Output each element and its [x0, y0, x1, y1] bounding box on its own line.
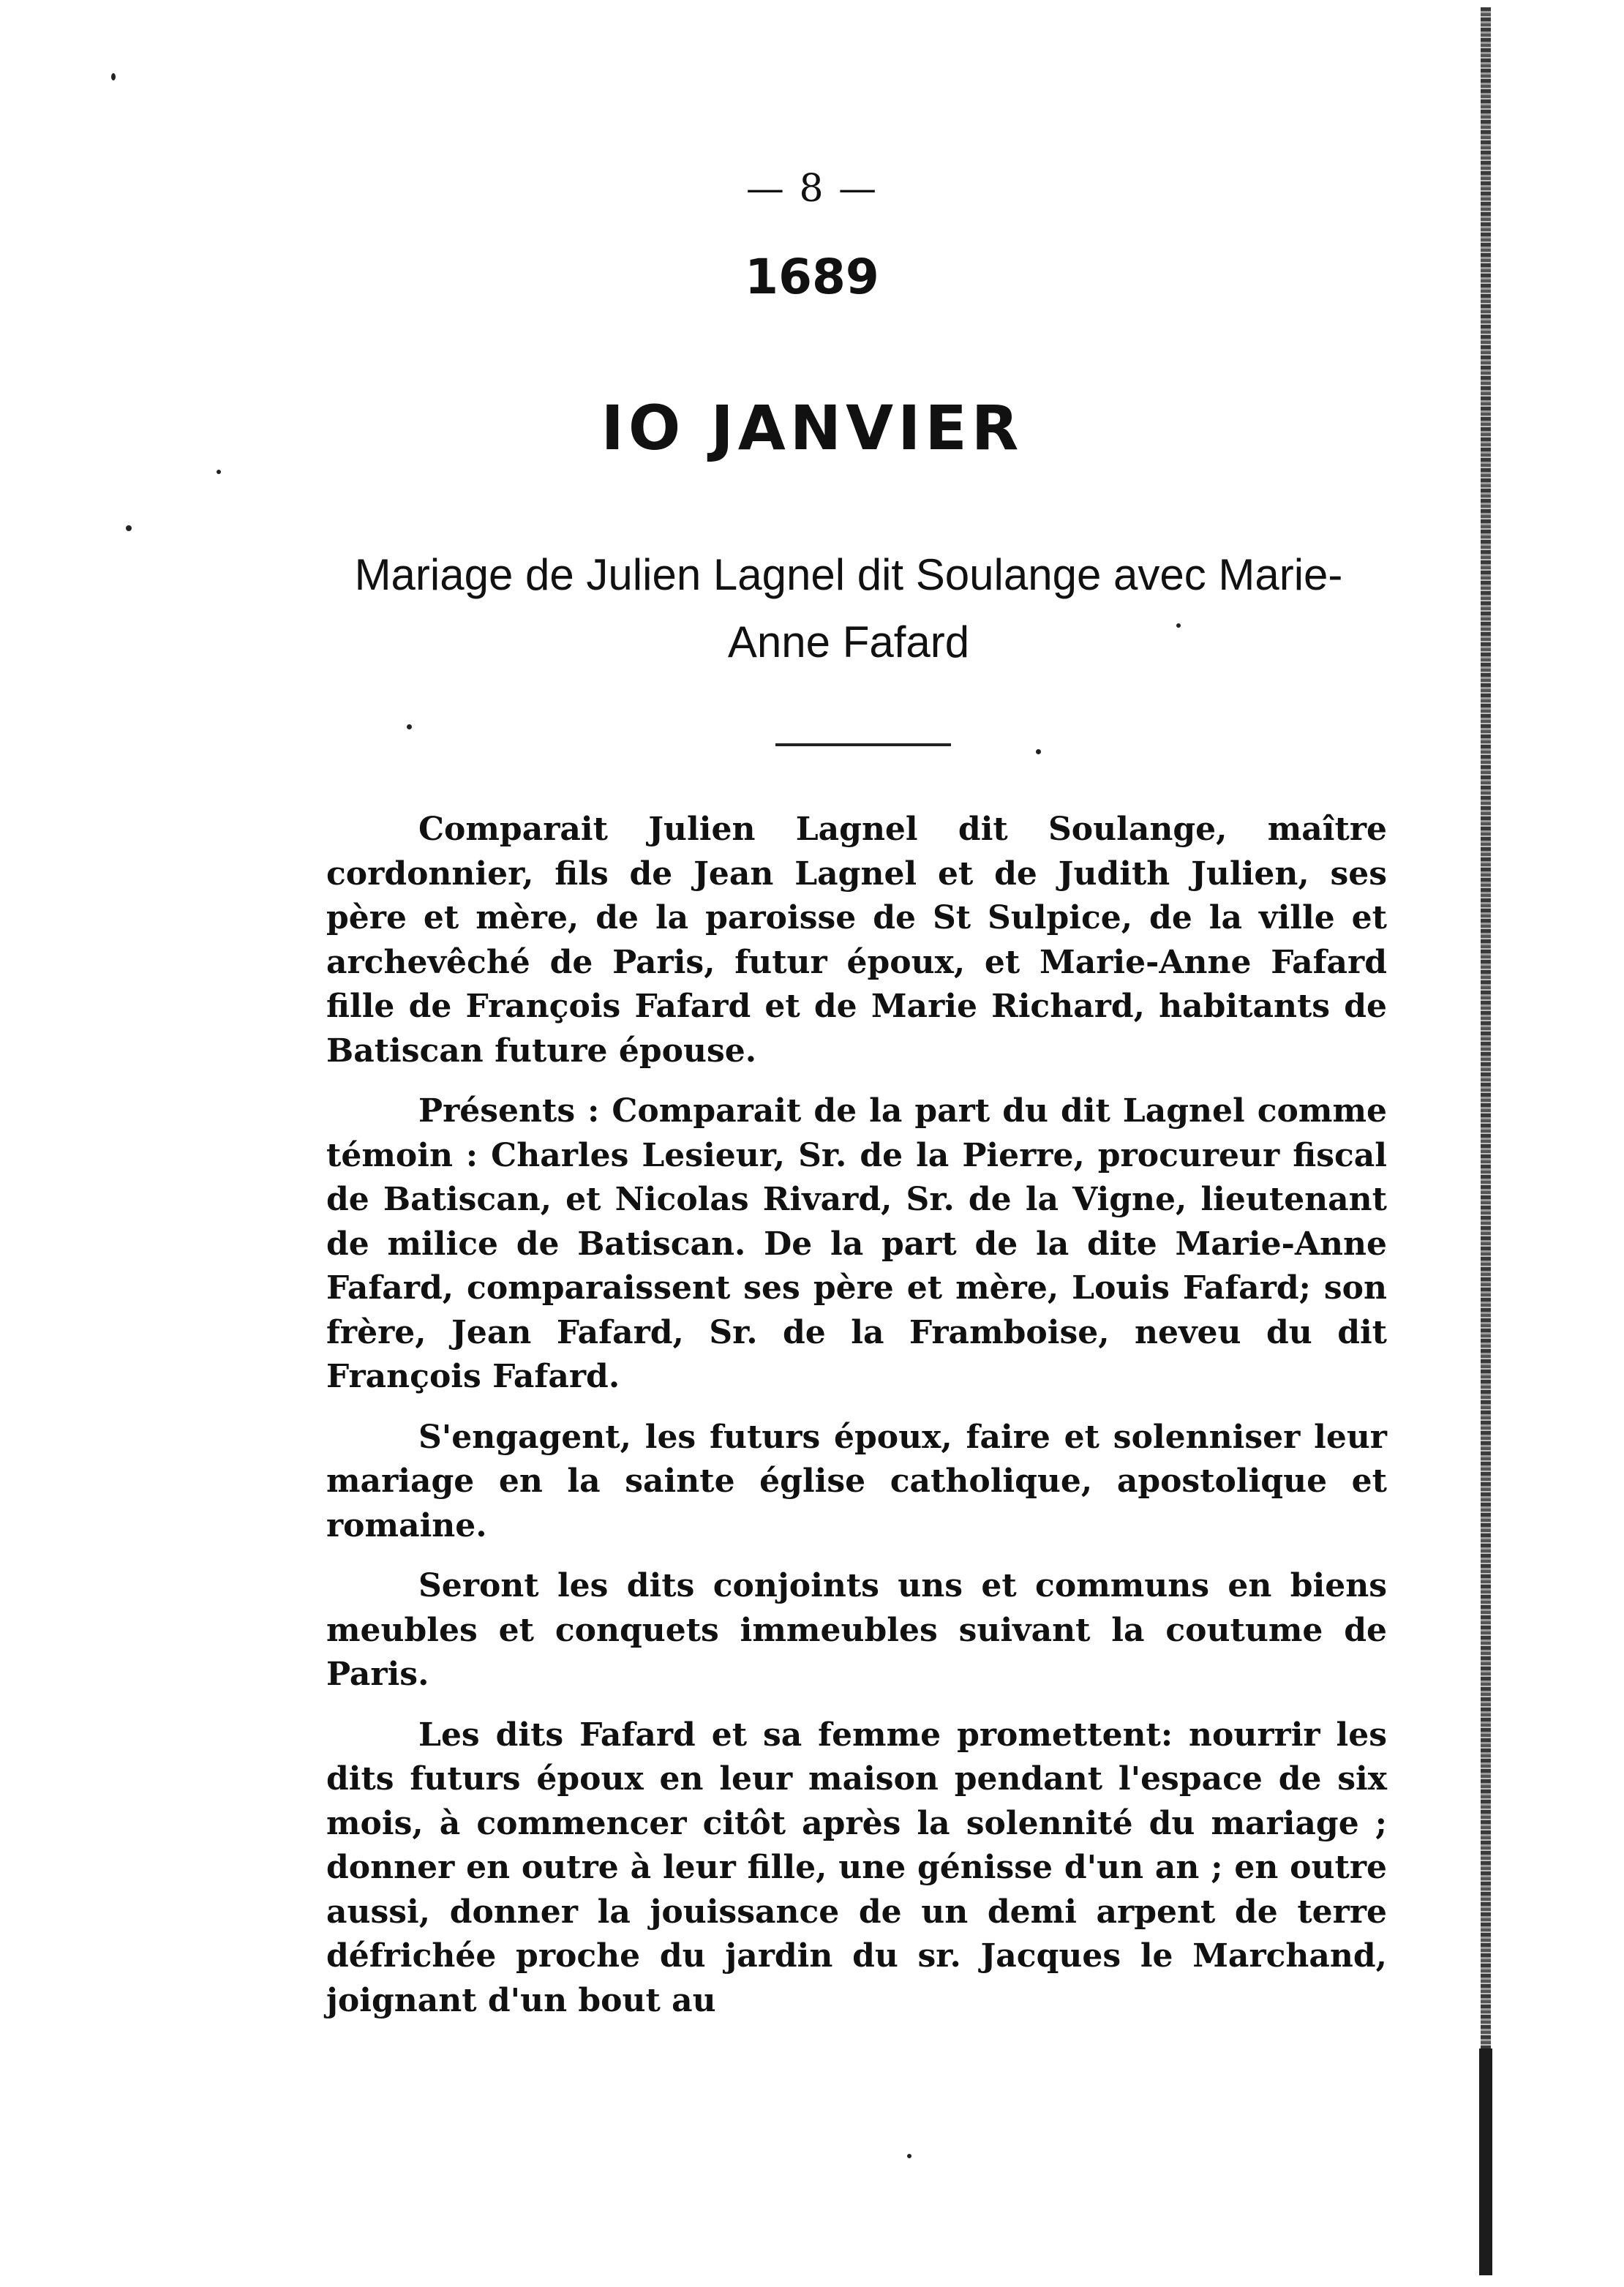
binding-edge-shadow	[1479, 2048, 1492, 2275]
body-text	[326, 808, 1387, 2039]
entry-title-line-2: Anne Fafard	[727, 617, 970, 666]
entry-title	[322, 541, 1375, 676]
date-heading: IO JANVIER	[601, 392, 1023, 464]
scan-speck	[217, 470, 221, 474]
year-heading: 1689	[745, 249, 879, 305]
scan-speck	[111, 73, 116, 80]
scan-speck	[907, 2154, 911, 2158]
scan-speck	[1036, 749, 1041, 754]
paragraph-presents: Présents : Comparait de la part du dit Lagnel comme témoin : Charles Lesieur, Sr. de la Pierre, procureur fiscal de Batiscan, et Nicolas Rivard, Sr. de la Vigne, lieutenant de milice de Batiscan. De la part de la dite Marie-Anne Fafard, comparaissent ses père et mère, Louis Fafard; son frère, Jean Fafard, Sr. de la Framboise, neveu du dit François Fafard.	[326, 1092, 1387, 1395]
section-divider	[775, 743, 951, 746]
paragraph-promesses: Les dits Fafard et sa femme promettent: nourrir les dits futurs époux en leur maison pendant l'espace de six mois, à commencer citôt après la solennité du mariage ; donner en outre à leur fille, une génisse d'un an ; en outre aussi, donner la jouissance de un demi arpent de terre défrichée proche du jardin du sr. Jacques le Marchand, joignant d'un bout au	[326, 1716, 1387, 2019]
scan-speck	[126, 525, 132, 531]
paragraph-engagement: S'engagent, les futurs époux, faire et solenniser leur mariage en la sainte église catholique, apostolique et romaine.	[326, 1418, 1387, 1544]
page-number: — 8 —	[745, 167, 879, 211]
scan-speck	[1176, 623, 1181, 628]
paragraph-comparait: Comparait Julien Lagnel dit Soulange, maître cordonnier, fils de Jean Lagnel et de Judith Julien, ses père et mère, de la paroisse de St Sulpice, de la ville et archevêché de Paris, futur époux, et Marie-Anne Fafard fille de François Fafard et de Marie Richard, habitants de Batiscan future épouse.	[326, 811, 1387, 1070]
binding-edge	[1481, 7, 1491, 2275]
paragraph-communaute: Seront les dits conjoints uns et communs en biens meubles et conquets immeubles suivant la coutume de Paris.	[326, 1567, 1387, 1693]
entry-title-line-1: Mariage de Julien Lagnel dit Soulange avec Marie-	[354, 550, 1343, 599]
scan-speck	[407, 724, 412, 729]
